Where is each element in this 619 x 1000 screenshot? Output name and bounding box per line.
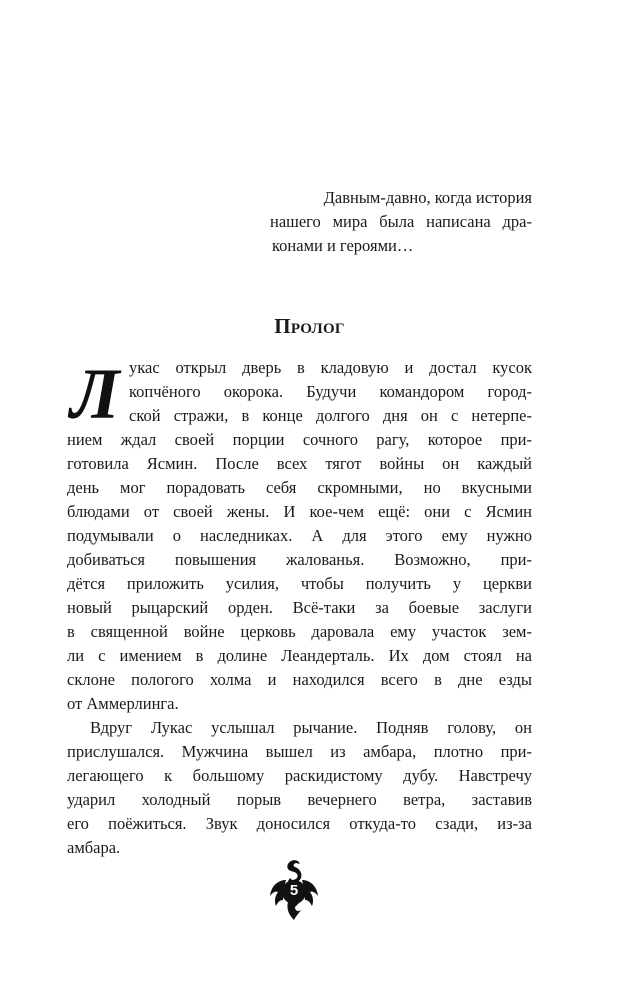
epigraph-line: конами и героями… xyxy=(272,236,414,255)
text-line: укас открыл дверь в кладовую и достал кусок xyxy=(129,358,532,377)
epigraph-line: Давным-давно, когда история xyxy=(323,188,532,207)
text-line: нием ждал своей порции сочного рагу, которое при- xyxy=(67,430,532,449)
text-line: прислушался. Мужчина вышел из амбара, плотно при- xyxy=(67,742,532,761)
text-line: в священной войне церковь даровала ему участок зем- xyxy=(67,622,532,641)
text-line: легающего к большому раскидистому дубу. Навстречу xyxy=(67,766,532,785)
text-line: готовила Ясмин. После всех тягот войны он каждый xyxy=(67,454,532,473)
text-line: дётся приложить усилия, чтобы получить у церкви xyxy=(67,574,532,593)
text-line: амбара. xyxy=(67,838,121,857)
text-line: добиваться повышения жалованья. Возможно, при- xyxy=(67,550,532,569)
text-line: день мог порадовать себя скромными, но вкусными xyxy=(67,478,532,497)
paragraph-2 xyxy=(67,716,532,860)
page-number: 5 xyxy=(289,882,299,899)
body-text xyxy=(67,356,532,860)
epigraph xyxy=(270,186,532,258)
text-line: подумывали о наследниках. А для этого ему нужно xyxy=(67,526,532,545)
text-line: склоне пологого холма и находился всего в дне езды xyxy=(67,670,532,689)
dropcap-letter xyxy=(63,362,127,426)
text-line: новый рыцарский орден. Всё-таки за боевые заслуги xyxy=(67,598,532,617)
text-line: копчёного окорока. Будучи командором город- xyxy=(129,382,532,401)
chapter-title: Пролог xyxy=(274,314,345,338)
text-line: Вдруг Лукас услышал рычание. Подняв голову, он xyxy=(90,718,532,737)
dropcap-glyph: Л xyxy=(70,362,120,426)
paragraph-1 xyxy=(67,356,532,716)
text-line: от Аммерлинга. xyxy=(67,694,179,713)
text-line: ской стражи, в конце долгого дня он с нетерпе- xyxy=(129,406,532,425)
text-line: ударил холодный порыв вечернего ветра, заставив xyxy=(67,790,532,809)
text-line: блюдами от своей жены. И кое-чем ещё: они с Ясмин xyxy=(67,502,532,521)
text-line: ли с имением в долине Леандерталь. Их дом стоял на xyxy=(67,646,532,665)
epigraph-line: нашего мира была написана дра- xyxy=(270,212,532,231)
text-line: его поёжиться. Звук доносился откуда-то сзади, из-за xyxy=(67,814,532,833)
